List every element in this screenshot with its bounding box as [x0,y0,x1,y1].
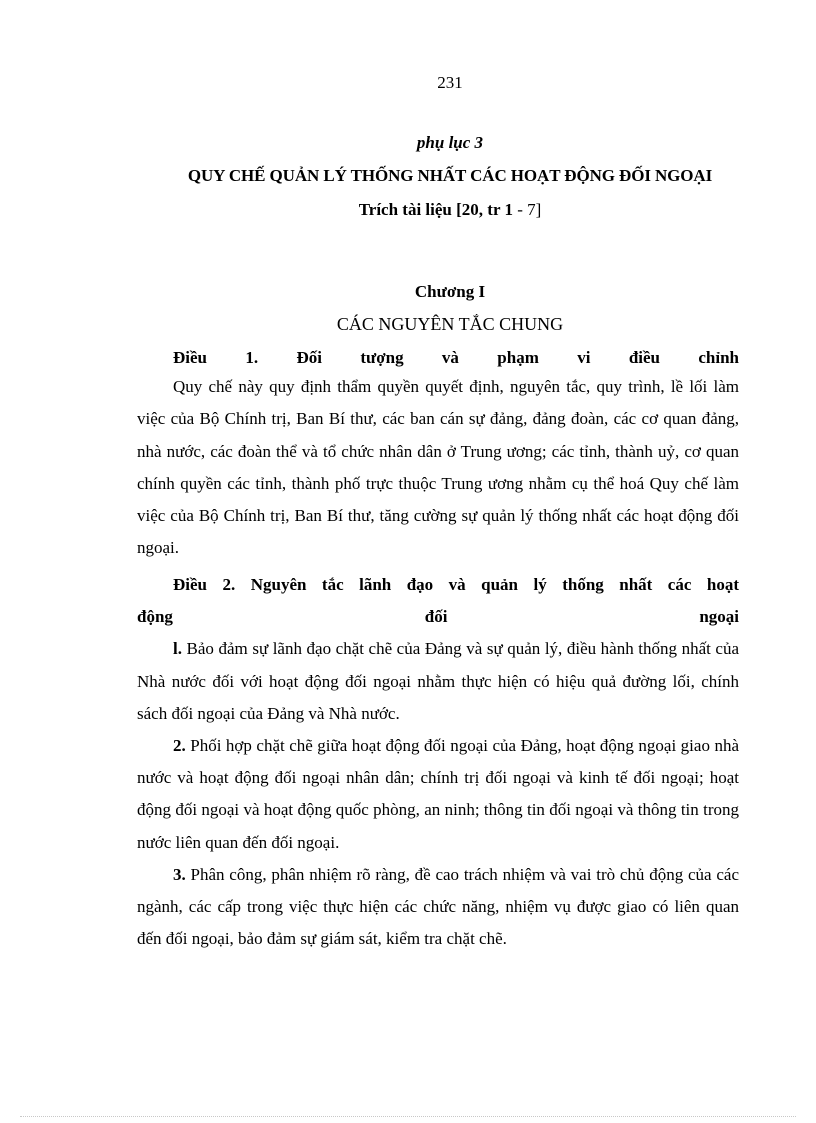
article-2-item-3 [137,859,739,956]
article-2-item-1 [137,633,739,730]
chapter-label: Chương I [414,282,486,301]
item-text: Bảo đảm sự lãnh đạo chặt chẽ của Đảng và sự quản lý, điều hành thống nhất của Nhà nước đối với hoạt động đối ngoại nhằm thực hiện có hiệu quả đường lối, chính sách đối ngoại của Đảng và Nhà nước. [137,639,739,723]
article-1-section [137,342,739,564]
article-1-body: Quy chế này quy định thẩm quyền quyết định, nguyên tắc, quy trình, lề lối làm việc của Bộ Chính trị, Ban Bí thư, các ban cán sự đảng, đảng đoàn, các cơ quan đảng, nhà nước, các đoàn thể và tổ chức nhân dân ở Trung ương; các tỉnh, thành uỷ, cơ quan chính quyền các tỉnh, thành phố trực thuộc Trung ương nhằm cụ thể hoá Quy chế làm việc của Bộ Chính trị, Ban Bí thư, tăng cường sự quản lý thống nhất các hoạt động đối ngoại. [137,377,739,558]
chapter-title: CÁC NGUYÊN TẮC CHUNG [336,314,564,334]
page-number: 231 [437,73,463,92]
item-number: 2. [173,736,186,756]
source-citation: Trích tài liệu [20, tr 1 [358,200,513,219]
source-pages: - 7] [512,200,542,219]
article-2-item-2 [137,730,739,859]
item-text: Phối hợp chặt chẽ giữa hoạt động đối ngoại của Đảng, hoạt động ngoại giao nhà nước và hoạt động đối ngoại nhân dân; chính trị đối ngoại và kinh tế đối ngoại; hoạt động đối ngoại và hoạt động quốc phòng, an ninh; thông tin đối ngoại và thông tin trong nước liên quan đến đối ngoại. [137,736,739,852]
item-number: l. [173,639,182,659]
article-2-heading-line-1: Điều 2. Nguyên tắc lãnh đạo và quản lý thống nhất các hoạt [173,575,739,594]
article-1-heading: Điều 1. Đối tượng và phạm vi điều chỉnh [173,348,739,367]
document-source [0,200,816,220]
article-2-heading-line-2: động đối ngoại [137,607,739,627]
document-title: QUY CHẾ QUẢN LÝ THỐNG NHẤT CÁC HOẠT ĐỘNG ĐỐI NGOẠI [187,166,713,185]
appendix-label: phụ lục 3 [416,133,484,152]
item-number: 3. [173,864,186,884]
item-text: Phân công, phân nhiệm rõ ràng, đề cao trách nhiệm và vai trò chủ động của các ngành, các cấp trong việc thực hiện các chức năng, nhiệm vụ được giao có liên quan đến đối ngoại, bảo đảm sự giám sát, kiểm tra chặt chẽ. [137,864,739,949]
article-2-section [137,569,739,955]
page-bottom-divider [20,1116,796,1117]
